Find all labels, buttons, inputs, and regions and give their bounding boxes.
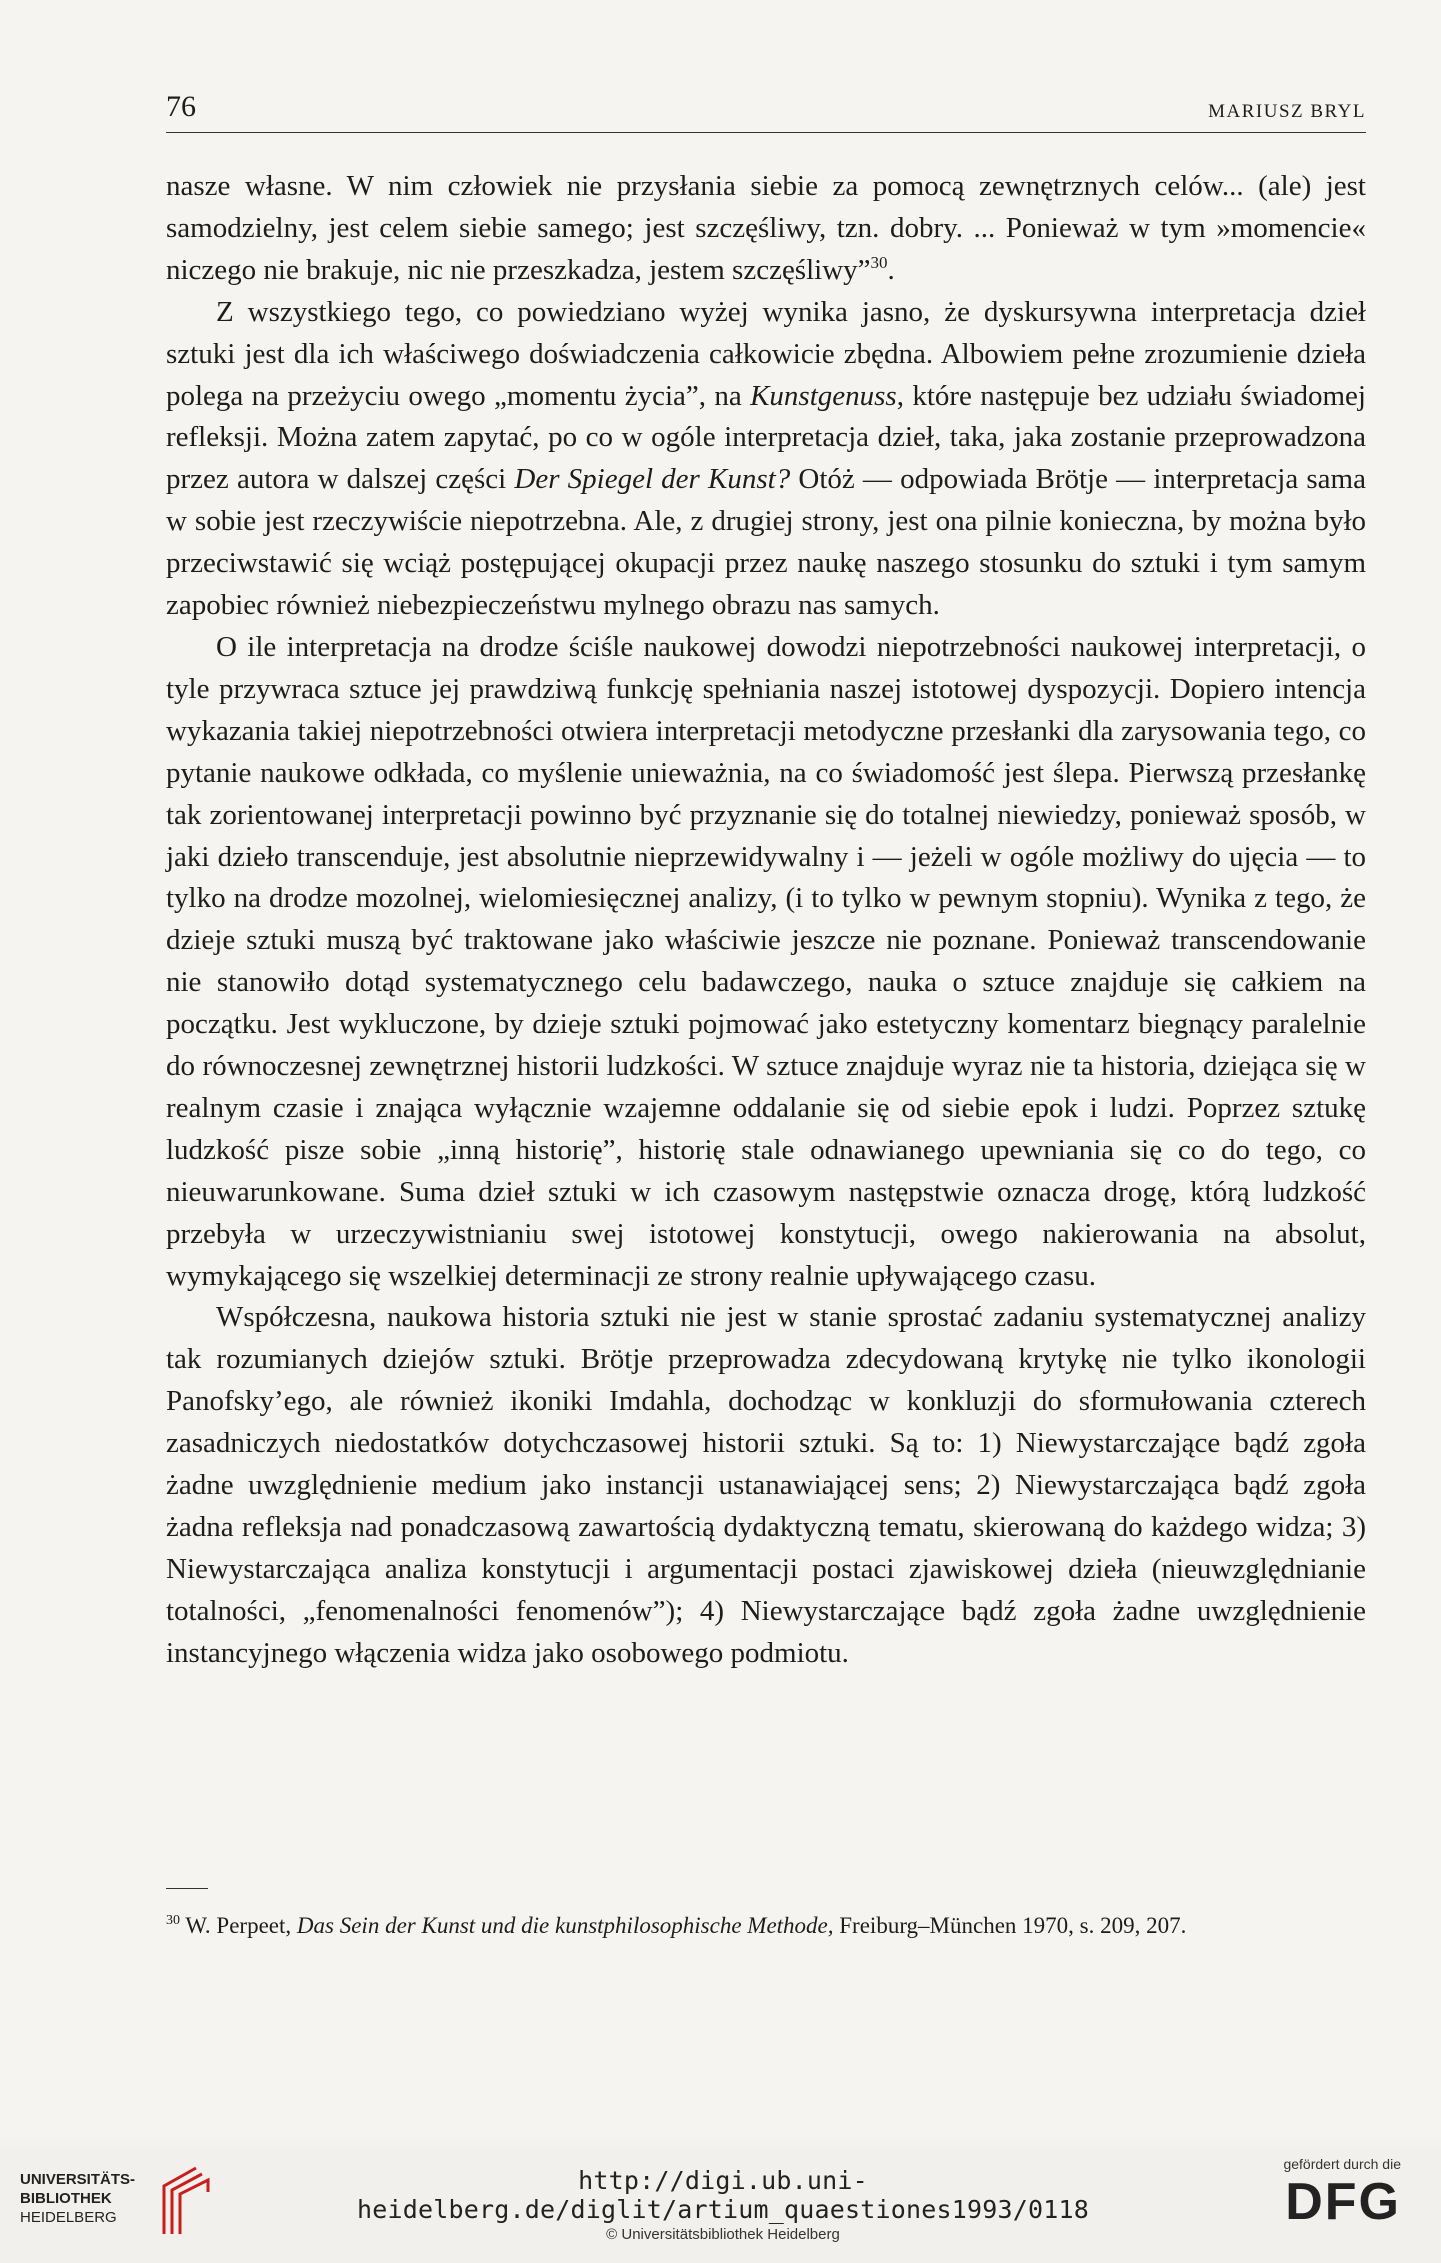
footnote [166,1908,1366,1944]
dfg-mark: DFG [1285,2173,1401,2231]
paragraph-2: Z wszystkiego tego, co powiedziano wyżej wynika jasno, że dyskursywna interpretacja dzieł sztuki jest dla ich właściwego doświadczenia całkowicie zbędna. Albowiem pełne zrozumienie dzieła polega na przeżyciu owego „momentu życia”, na Kunstgenuss, które następuje bez udziału świadomej refleksji. Można zatem zapytać, po co w ogóle interpretacja dzieł, taka, jaka zostanie przeprowadzona przez autora w dalszej części Der Spiegel der Kunst? Otóż — odpowiada Brötje — interpretacja sama w sobie jest rzeczywiście niepotrzebna. Ale, z drugiej strony, jest ona pilnie konieczna, by można było przeciwstawić się wciąż postępującej okupacji przez naukę naszego stosunku do sztuki i tym samym zapobiec również niebezpieczeństwu mylnego obrazu nas samych. [166,295,1366,622]
viewer-footer [0,2148,1441,2263]
paragraph-1: nasze własne. W nim człowiek nie przysłania siebie za pomocą zewnętrznych celów... (ale) jest samodzielny, jest celem siebie samego; jest szczęśliwy, tzn. dobry. ... Ponieważ w tym »momencie« niczego nie brakuje, nic nie przeszkadza, jestem szczęśliwy”$^{30}$. [166,170,1366,286]
document-url[interactable]: http://digi.ub.uni-heidelberg.de/diglit/artium_quaestiones1993/0118 [356,2166,1090,2224]
footnote-divider [166,1888,208,1889]
italic-title: Der Spiegel der Kunst? [514,463,791,496]
footnote-author: W. Perpeet, [180,1913,297,1938]
footnote-ref[interactable]: 30 [870,252,888,272]
library-emblem-icon [156,2164,218,2236]
page-number: 76 [166,90,196,123]
dfg-logo[interactable] [1251,2156,1401,2256]
running-header [166,92,1366,133]
paragraph-4: Współczesna, naukowa historia sztuki nie jest w stanie sprostać zadaniu systematycznej analizy tak rozumianych dziejów sztuki. Brötje przeprowadza zdecydowaną krytykę nie tylko ikonologii Panofsky’ego, ale również ikoniki Imdahla, dochodząc w konkluzji do sformułowania czterech zasadniczych niedostatków dotychczasowej historii sztuki. Są to: 1) Niewystarczające bądź zgoła żadne uwzględnienie medium jako instancji ustanawiającej sens; 2) Niewystarczająca bądź zgoła żadna refleksja nad ponadczasową zawartością dydaktyczną tematu, skierowaną do każdego widza; 3) Niewystarczająca analiza konstytucji i argumentacji postaci zjawiskowej dzieła (nieuwzględnianie totalności, „fenomenalności fenomenów”); 4) Niewystarczające bądź zgoła żadne uwzględnienie instancyjnego włączenia widza jako osobowego podmiotu. [166,1301,1366,1669]
paragraph-3: O ile interpretacja na drodze ściśle naukowej dowodzi niepotrzebności naukowej interpretacji, o tyle przywraca sztuce jej prawdziwą funkcję spełniania naszej istotowej dyspozycji. Dopiero intencja wykazania takiej niepotrzebności otwiera interpretacji metodyczne przesłanki dla zarysowania tego, co pytanie naukowe odkłada, co myślenie unieważnia, na co świadomość jest ślepa. Pierwszą przesłankę tak zorientowanej interpretacji powinno być przyznanie się do totalnej niewiedzy, ponieważ sposób, w jaki dzieło transcenduje, jest absolutnie nieprzewidywalny i — jeżeli w ogóle możliwy do ujęcia — to tylko na drodze mozolnej, wielomiesięcznej analizy, (i to tylko w pewnym stopniu). Wynika z tego, że dzieje sztuki muszą być traktowane jako właściwie jeszcze nie poznane. Ponieważ transcendowanie nie stanowiło dotąd systematycznego celu badawczego, nauka o sztuce znajduje się całkiem na początku. Jest wykluczone, by dzieje sztuki pojmować jako estetyczny komentarz biegnący paralelnie do równoczesnej zewnętrznej historii ludzkości. W sztuce znajduje wyraz nie ta historia, dziejąca się w realnym czasie i znająca wyłącznie wzajemne oddalanie się od siebie epok i ludzi. Poprzez sztukę ludzkość pisze sobie „inną historię”, historię stale odnawianego upewniania się co do tego, co nieuwarunkowane. Suma dzieł sztuki w ich czasowym następstwie oznacza drogę, którą ludzkość przebyła w urzeczywistnianiu swej istotowej konstytucji, owego nakierowania na absolut, wymykającego się wszelkiej determinacji ze strony realnie upływającego czasu. [166,630,1366,1292]
footnote-number: 30 [166,1913,180,1928]
italic-term: Kunstgenuss [750,379,897,412]
library-logo[interactable] [20,2164,240,2244]
library-name: UNIVERSITÄTS- BIBLIOTHEK HEIDELBERG [20,2171,136,2226]
funding-label: gefördert durch die [1283,2156,1401,2172]
footnote-rest: Freiburg–München 1970, s. 209, 207. [833,1913,1187,1938]
body-text [166,166,1366,1675]
copyright-notice: © Universitätsbibliothek Heidelberg [606,2226,840,2243]
running-author: MARIUSZ BRYL [1208,101,1366,122]
footnote-title: Das Sein der Kunst und die kunstphilosophische Methode, [296,1913,834,1938]
